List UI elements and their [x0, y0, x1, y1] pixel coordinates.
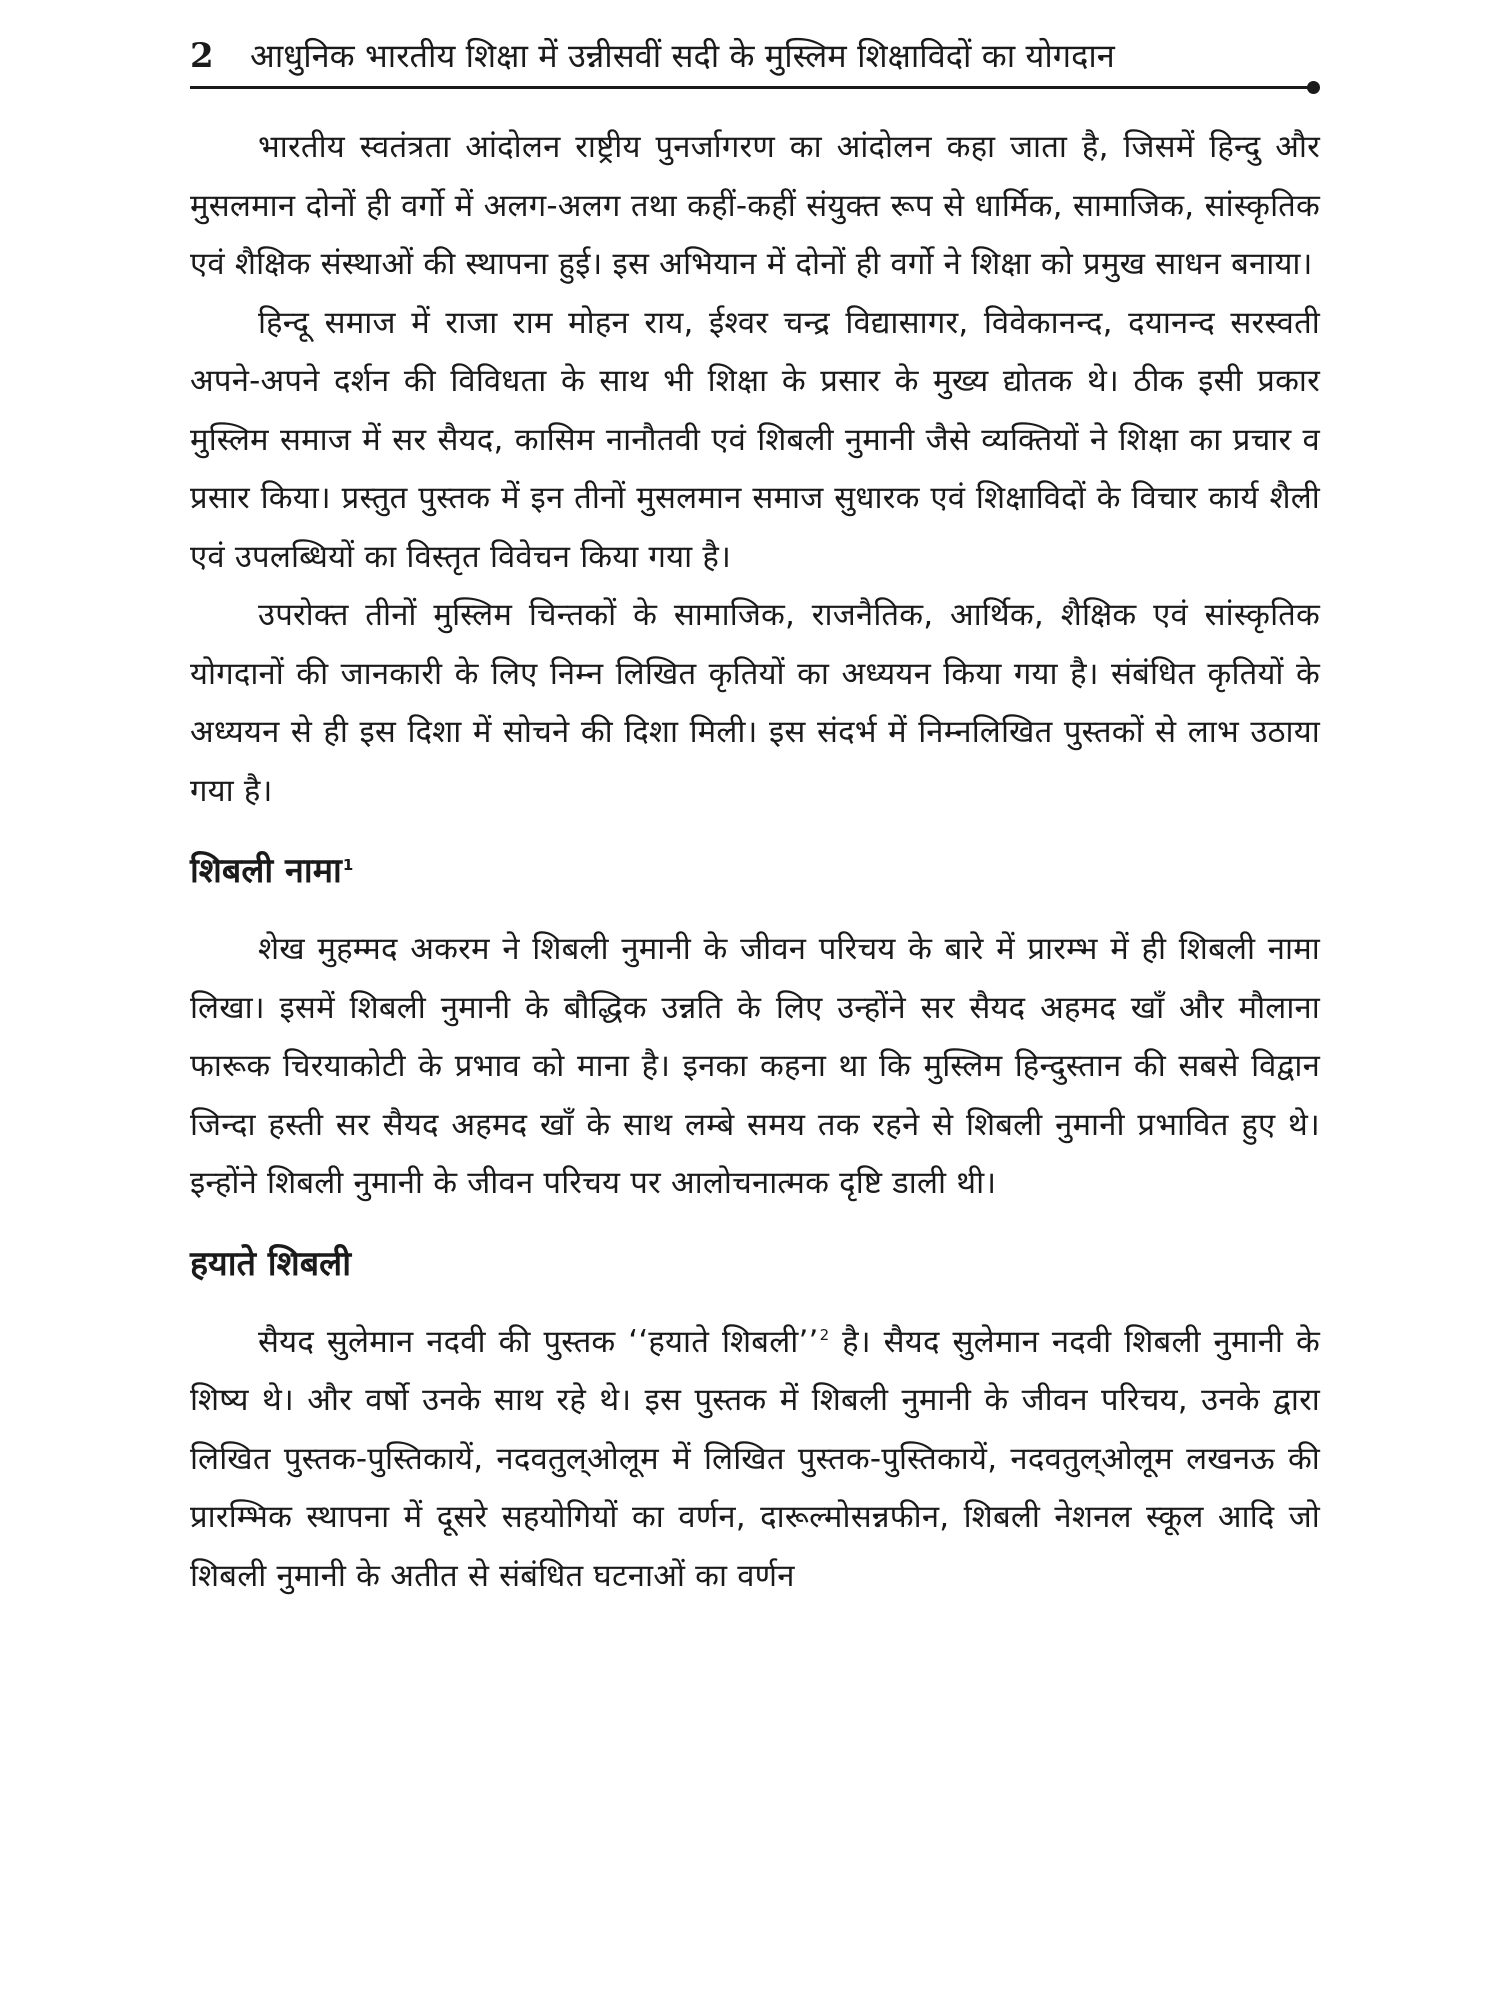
paragraph-hayate-text-1: सैयद सुलेमान नदवी की पुस्तक ‘‘हयाते शिबली’’	[258, 1323, 819, 1360]
section-heading-text: शिबली नामा	[190, 851, 342, 891]
paragraph-3: उपरोक्त तीनों मुस्लिम चिन्तकों के सामाजिक, राजनैतिक, आर्थिक, शैक्षिक एवं सांस्कृतिक योगदानों की जानकारी के लिए निम्न लिखित कृतियों का अध्ययन किया गया है। संबंधित कृतियों के अध्ययन से ही इस दिशा में सोचने की दिशा मिली। इस संदर्भ में निम्नलिखित पुस्तकों से लाभ उठाया गया है।	[190, 597, 1320, 809]
header-rule-dot	[1307, 81, 1320, 94]
running-header	[190, 36, 1320, 76]
paragraph-hayate-shibli	[190, 1313, 1320, 1606]
paragraph-1: भारतीय स्वतंत्रता आंदोलन राष्ट्रीय पुनर्जागरण का आंदोलन कहा जाता है, जिसमें हिन्दु और मुसलमान दोनों ही वर्गो में अलग-अलग तथा कहीं-कहीं संयुक्त रूप से धार्मिक, सामाजिक, सांस्कृतिक एवं शैक्षिक संस्थाओं की स्थापना हुई। इस अभियान में दोनों ही वर्गो ने शिक्षा को प्रमुख साधन बनाया।	[190, 129, 1320, 282]
header-rule	[190, 86, 1312, 89]
footnote-ref-1: 1	[342, 855, 354, 874]
running-title: आधुनिक भारतीय शिक्षा में उन्नीसवीं सदी के मुस्लिम शिक्षाविदों का योगदान	[250, 37, 1115, 75]
paragraph-hayate-text-2: है। सैयद सुलेमान नदवी शिबली नुमानी के शिष्य थे। और वर्षो उनके साथ रहे थे। इस पुस्तक में शिबली नुमानी के जीवन परिचय, उनके द्वारा लिखित पुस्तक-पुस्तिकायें, नदवतुल्ओलूम में लिखित पुस्तक-पुस्तिकायें, नदवतुल्ओलूम लखनऊ की प्रारम्भिक स्थापना में दूसरे सहयोगियों का वर्णन, दारूल्मोसन्नफीन, शिबली नेशनल स्कूल आदि जो शिबली नुमानी के अतीत से संबंधित घटनाओं का वर्णन	[190, 1323, 1320, 1594]
book-page	[190, 36, 1320, 1594]
page-number: 2	[190, 36, 214, 76]
paragraph-2: हिन्दू समाज में राजा राम मोहन राय, ईश्वर चन्द्र विद्यासागर, विवेकानन्द, दयानन्द सरस्वती अपने-अपने दर्शन की विविधता के साथ भी शिक्षा के प्रसार के मुख्य द्योतक थे। ठीक इसी प्रकार मुस्लिम समाज में सर सैयद, कासिम नानौतवी एवं शिबली नुमानी जैसे व्यक्तियों ने शिक्षा का प्रचार व प्रसार किया। प्रस्तुत पुस्तक में इन तीनों मुसलमान समाज सुधारक एवं शिक्षाविदों के विचार कार्य शैली एवं उपलब्धियों का विस्तृत विवेचन किया गया है।	[190, 304, 1320, 575]
section-heading-hayate-shibli: हयाते शिबली	[190, 1243, 351, 1284]
body-text	[190, 118, 1320, 1605]
footnote-ref-2: 2	[819, 1326, 830, 1345]
paragraph-shibli-nama: शेख मुहम्मद अकरम ने शिबली नुमानी के जीवन परिचय के बारे में प्रारम्भ में ही शिबली नामा लिखा। इसमें शिबली नुमानी के बौद्धिक उन्नति के लिए उन्होंने सर सैयद अहमद खाँ और मौलाना फारूक चिरयाकोटी के प्रभाव को माना है। इनका कहना था कि मुस्लिम हिन्दुस्तान की सबसे विद्वान जिन्दा हस्ती सर सैयद अहमद खाँ के साथ लम्बे समय तक रहने से शिबली नुमानी प्रभावित हुए थे। इन्होंने शिबली नुमानी के जीवन परिचय पर आलोचनात्मक दृष्टि डाली थी।	[190, 931, 1320, 1201]
section-heading-shibli-nama	[190, 842, 1320, 900]
